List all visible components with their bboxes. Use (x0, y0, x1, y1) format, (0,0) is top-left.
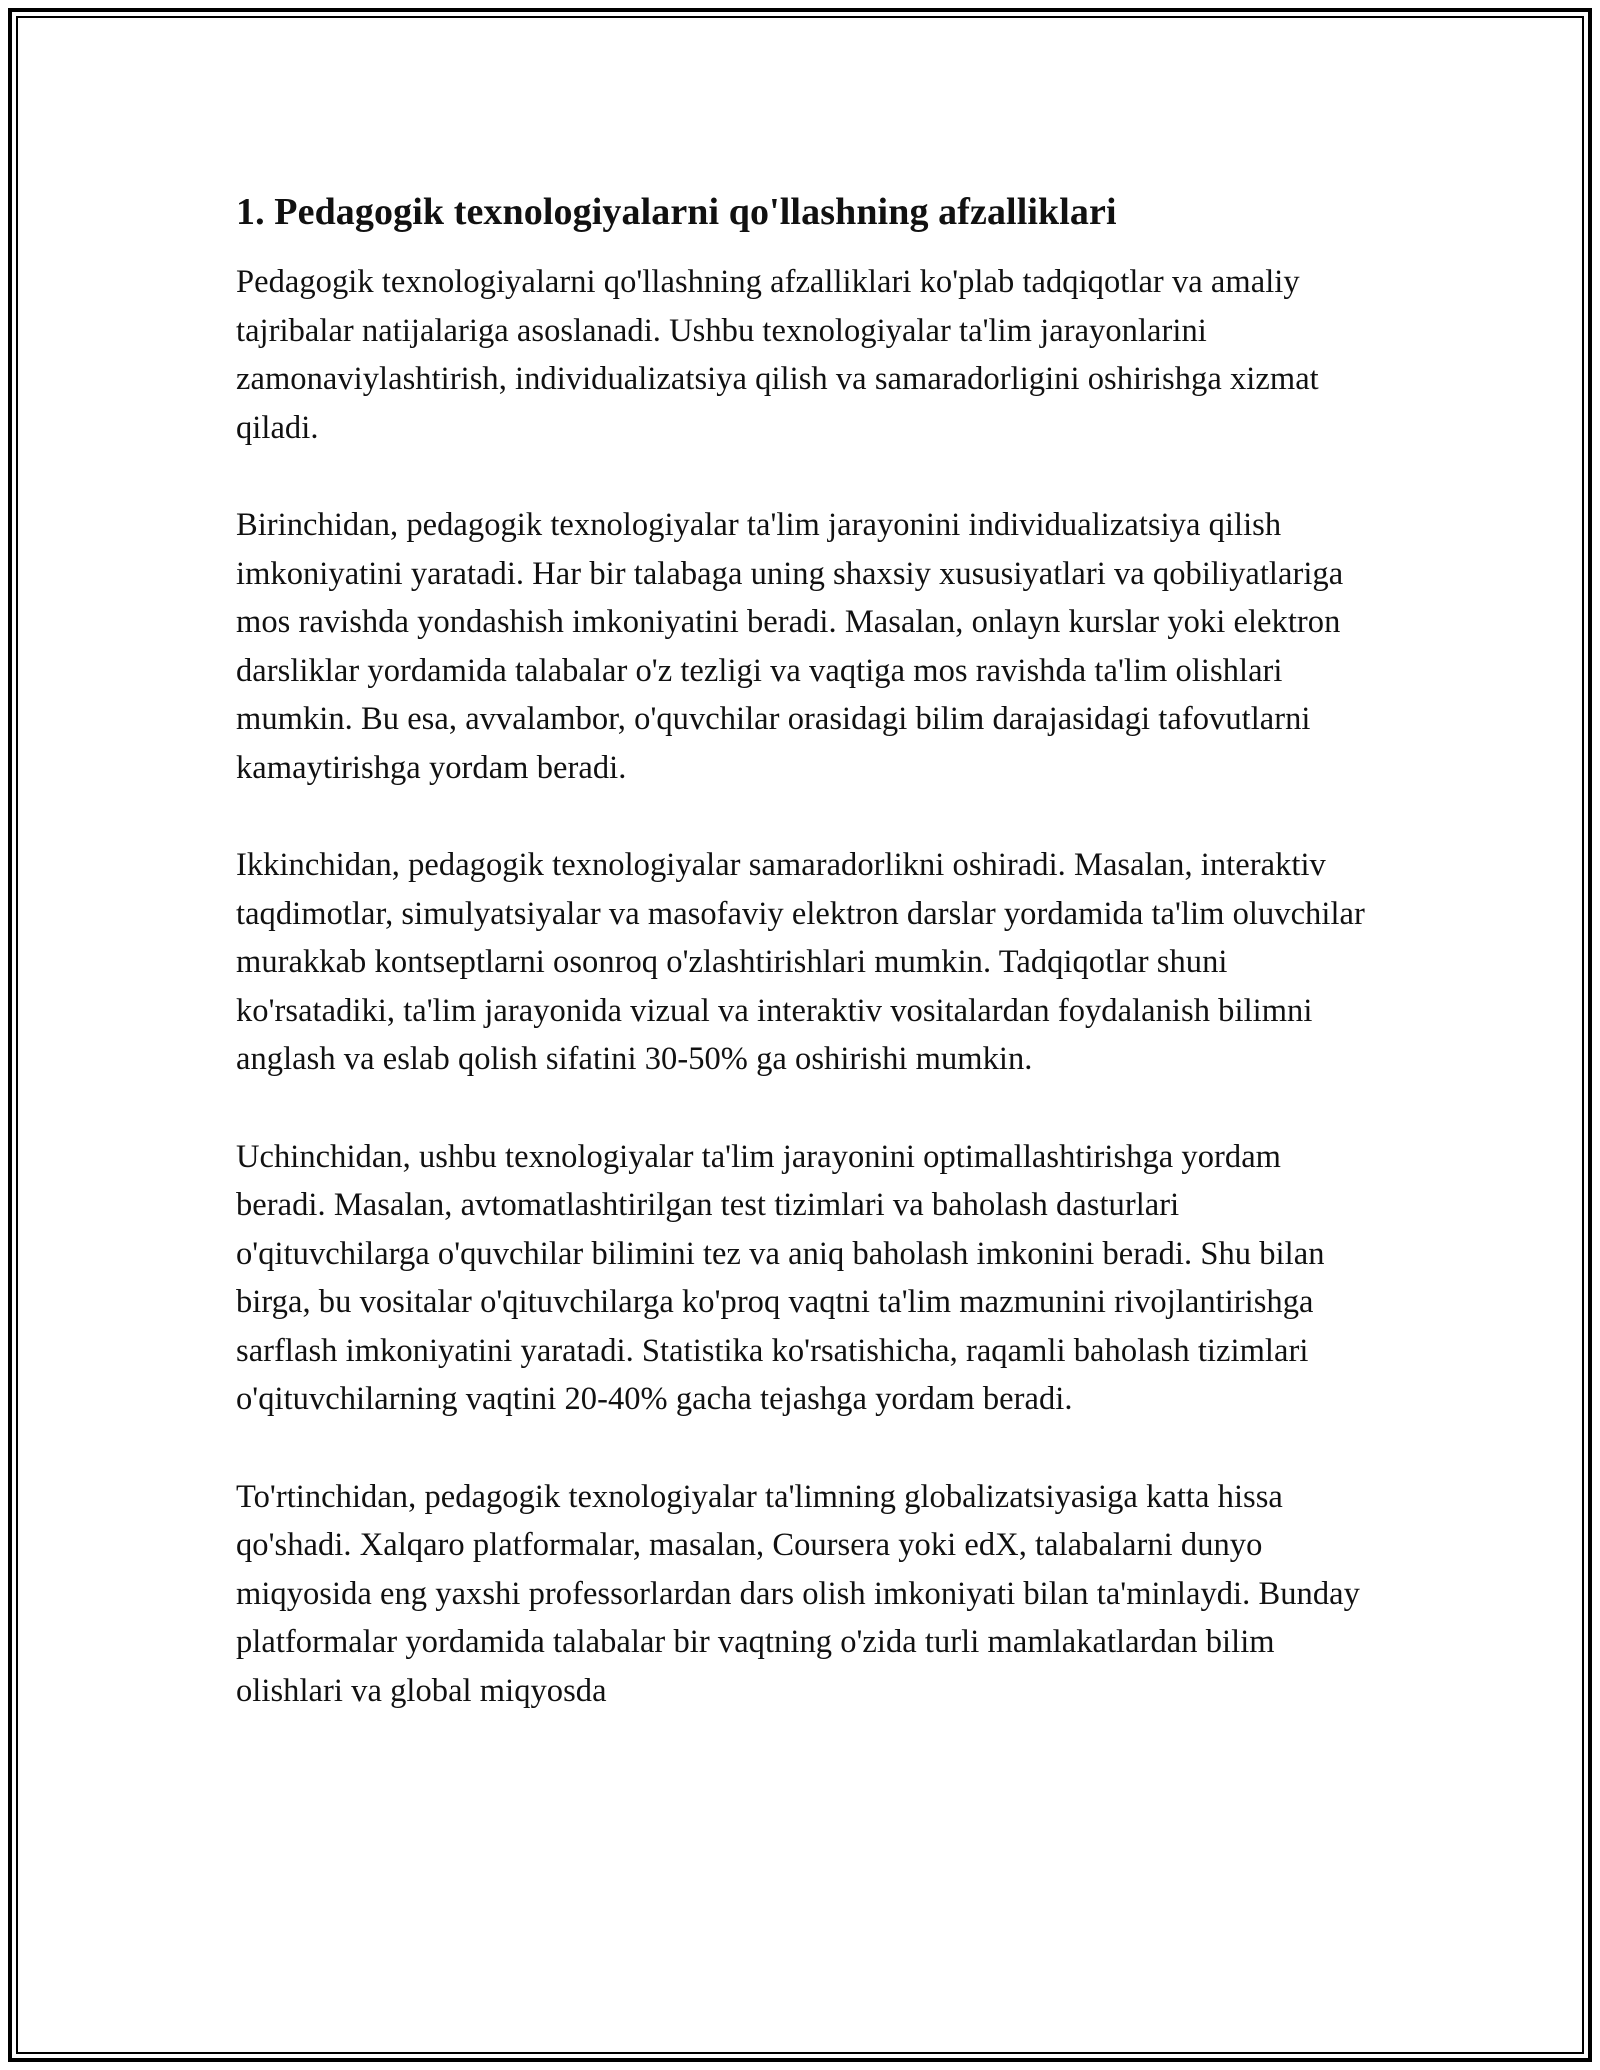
paragraph-intro: Pedagogik texnologiyalarni qo'llashning afzalliklari ko'plab tadqiqotlar va amaliy tajribalar natijalariga asoslanadi. Ushbu texnologiyalar ta'lim jarayonlarini zamonaviylashtirish, individualizatsiya qilish va samaradorligini oshirishga xizmat qiladi. (236, 264, 1319, 446)
paragraph-first: Birinchidan, pedagogik texnologiyalar ta'lim jarayonini individualizatsiya qilish imkoniyatini yaratadi. Har bir talabaga uning shaxsiy xususiyatlari va qobiliyatlariga mos ravishda yondashish imkoniyatini beradi. Masalan, onlayn kurslar yoki elektron darsliklar yordamida talabalar o'z tezligi va vaqtiga mos ravishda ta'lim olishlari mumkin. Bu esa, avvalambor, o'quvchilar orasidagi bilim darajasidagi tafovutlarni kamaytirishga yordam beradi. (236, 507, 1344, 786)
paragraph-fourth: To'rtinchidan, pedagogik texnologiyalar ta'limning globalizatsiyasiga katta hissa qo'shadi. Xalqaro platformalar, masalan, Coursera yoki edX, talabalarni dunyo miqyosida eng yaxshi professorlardan dars olish imkoniyati bilan ta'minlaydi. Bunday platformalar yordamida talabalar bir vaqtning o'zida turli mamlakatlardan bilim olishlari va global miqyosda (236, 1478, 1360, 1709)
document-body (236, 188, 1366, 1764)
paragraph-third: Uchinchidan, ushbu texnologiyalar ta'lim jarayonini optimallashtirishga yordam beradi. Masalan, avtomatlashtirilgan test tizimlari va baholash dasturlari o'qituvchilarga o'quvchilar bilimini tez va aniq baholash imkonini beradi. Shu bilan birga, bu vositalar o'qituvchilarga ko'proq vaqtni ta'lim mazmunini rivojlantirishga sarflash imkoniyatini yaratadi. Statistika ko'rsatishicha, raqamli baholash tizimlari o'qituvchilarning vaqtini 20-40% gacha tejashga yordam beradi. (236, 1138, 1325, 1417)
section-heading: 1. Pedagogik texnologiyalarni qo'llashning afzalliklari (236, 191, 1117, 233)
paragraph-second: Ikkinchidan, pedagogik texnologiyalar samaradorlikni oshiradi. Masalan, interaktiv taqdimotlar, simulyatsiyalar va masofaviy elektron darslar yordamida ta'lim oluvchilar murakkab kontseptlarni osonroq o'zlashtirishlari mumkin. Tadqiqotlar shuni ko'rsatadiki, ta'lim jarayonida vizual va interaktiv vositalardan foydalanish bilimni anglash va eslab qolish sifatini 30-50% ga oshirishi mumkin. (236, 847, 1365, 1077)
